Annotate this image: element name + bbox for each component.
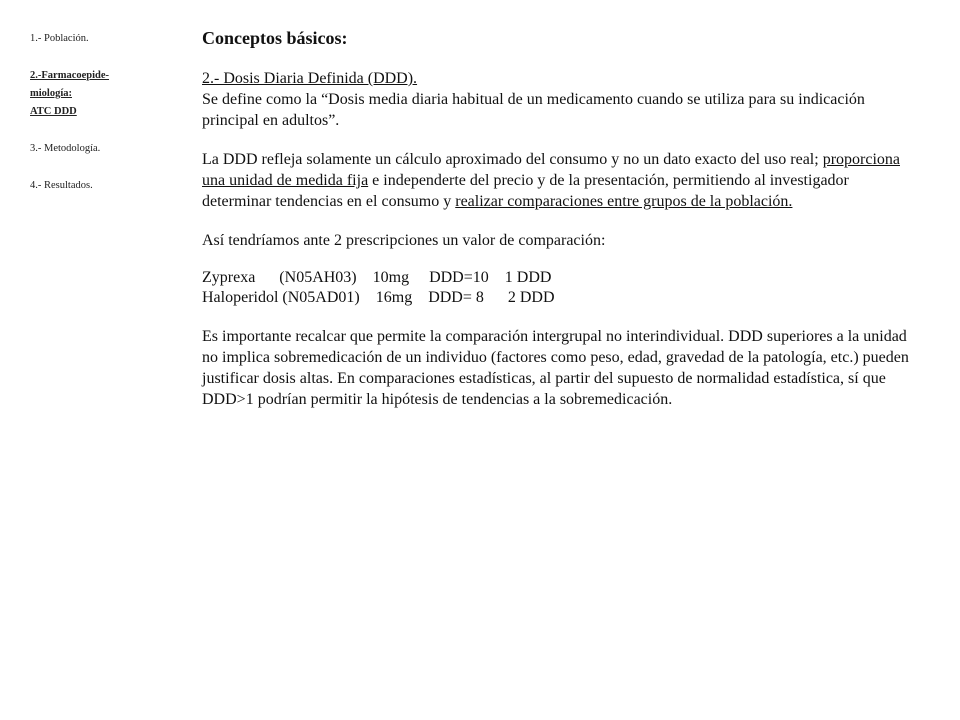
sidebar-item-label-line: ATC DDD	[30, 106, 77, 117]
page-title: Conceptos básicos:	[202, 28, 348, 48]
ddd-description-paragraph	[202, 149, 922, 212]
importance-paragraph: Es importante recalcar que permite la comparación intergrupal no interindividual. DDD superiores a la unidad no implica sobremedicación de un individuo (factores como peso, edad, gravedad de la patología, etc.) pueden justificar dosis altas. En comparaciones estadísticas, al partir del supuesto de normalidad estadística, sí que DDD>1 podrían permitir la hipótesis de tendencias a la sobremedicación.	[202, 328, 909, 408]
sidebar-item-label-line: 2.-Farmacoepide-	[30, 70, 110, 81]
underlined-text: proporciona una unidad de medida fija	[202, 151, 900, 189]
section-subtitle: 2.- Dosis Diaria Definida (DDD).	[202, 70, 418, 87]
main-content	[202, 26, 922, 410]
paragraph-text: e independerte del precio y de la presentación, permitiendo al investigador determinar tendencias en el consumo y	[202, 172, 849, 210]
sidebar-item-metodologia[interactable]: 3.- Metodología.	[30, 143, 101, 154]
sidebar-item-resultados[interactable]: 4.- Resultados.	[30, 180, 93, 191]
comparison-intro: Así tendríamos ante 2 prescripciones un valor de comparación:	[202, 232, 606, 249]
underlined-text: realizar comparaciones entre grupos de la población.	[455, 193, 793, 210]
sidebar-item-poblacion[interactable]: 1.- Población.	[30, 33, 89, 44]
sidebar-item-label-line: miología:	[30, 88, 72, 99]
prescription-list	[202, 268, 922, 308]
prescription-row: Haloperidol (N05AD01) 16mg DDD= 8 2 DDD	[202, 289, 555, 306]
paragraph-text: La DDD refleja solamente un cálculo aproximado del consumo y no un dato exacto del uso real;	[202, 151, 823, 168]
prescription-row: Zyprexa (N05AH03) 10mg DDD=10 1 DDD	[202, 269, 552, 286]
sidebar-nav	[30, 30, 170, 214]
sidebar-item-farmacoepidemiologia[interactable]	[30, 67, 170, 121]
definition-paragraph: Se define como la “Dosis media diaria habitual de un medicamento cuando se utiliza para su indicación principal en adultos”.	[202, 91, 865, 129]
